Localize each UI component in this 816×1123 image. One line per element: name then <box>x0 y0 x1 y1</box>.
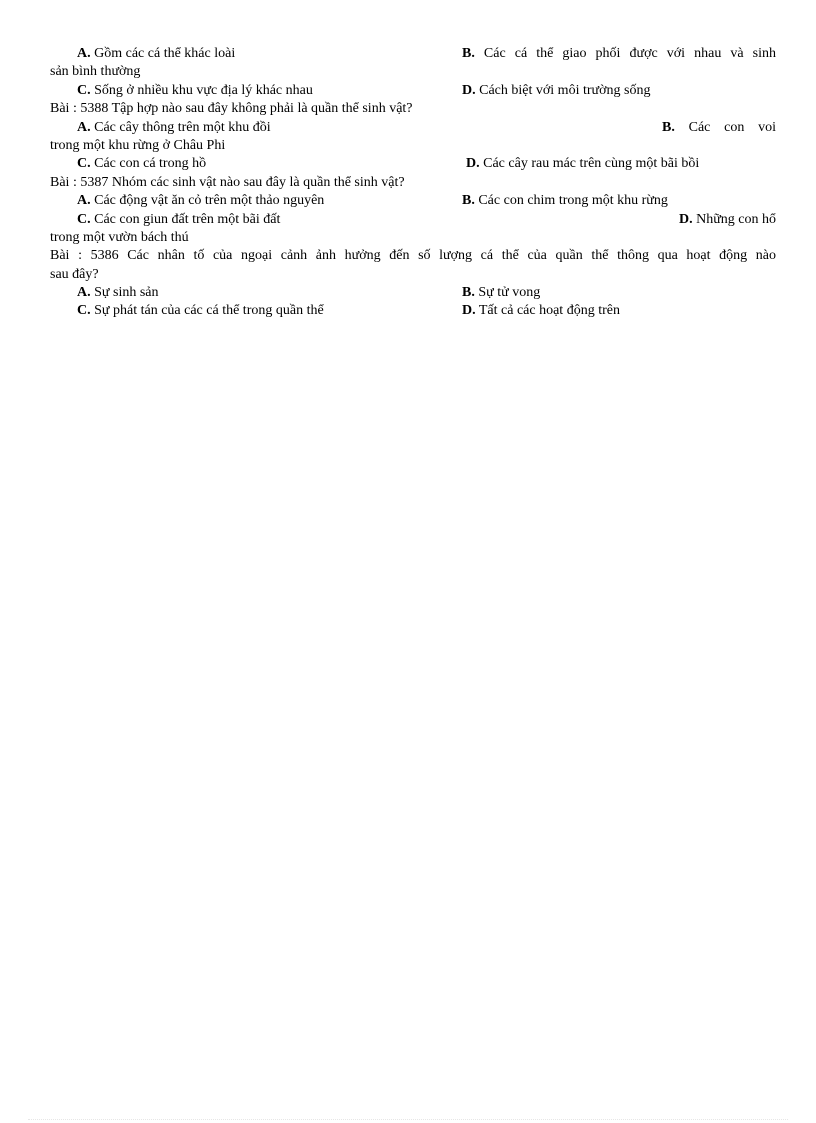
option-a: A. Các động vật ăn cỏ trên một thảo nguyên <box>77 193 325 209</box>
question-5386-continuation: sau đây? <box>50 266 99 282</box>
option-c: C. Sự phát tán của các cá thể trong quần thể <box>77 303 324 319</box>
option-d: D. Những con hổ <box>678 211 776 227</box>
option-d: D. Cách biệt với môi trường sống <box>462 82 651 98</box>
option-d-continuation: trong một vườn bách thú <box>50 229 189 245</box>
option-b: B. Các cá thể giao phối được với nhau và sinh <box>462 46 776 61</box>
option-c: C. Các con cá trong hồ <box>77 156 207 172</box>
answer-row-cd <box>50 211 776 229</box>
option-d: D. Các cây rau mác trên cùng một bãi bồi <box>466 156 700 172</box>
answer-row-cd <box>50 302 776 320</box>
option-a: A. Các cây thông trên một khu đồi <box>77 119 271 135</box>
option-b-continuation: trong một khu rừng ở Châu Phi <box>50 137 226 153</box>
question-5387: Bài : 5387 Nhóm các sinh vật nào sau đây là quần thể sinh vật? <box>50 174 405 190</box>
question-5388: Bài : 5388 Tập hợp nào sau đây không phải là quần thể sinh vật? <box>50 101 413 117</box>
option-d: D. Tất cả các hoạt động trên <box>462 303 620 319</box>
answer-row-ab <box>50 119 776 137</box>
option-a: A. Sự sinh sản <box>77 285 159 301</box>
option-b: B. Sự tử vong <box>462 285 541 301</box>
answer-row-cd <box>50 155 776 173</box>
option-b-continuation: sản bình thường <box>50 64 141 80</box>
answer-row-ab <box>50 284 776 302</box>
answer-row-ab <box>50 192 776 210</box>
question-5386: Bài : 5386 Các nhân tố của ngoại cảnh ảnh hưởng đến số lượng cá thể của quần thể thông qua hoạt động nào <box>50 248 776 264</box>
document-page <box>50 45 776 321</box>
answer-row-cd <box>50 82 776 100</box>
page-bottom-divider <box>28 1119 788 1120</box>
option-c: C. Sống ở nhiều khu vực địa lý khác nhau <box>77 82 313 98</box>
option-b: B. Các con voi <box>662 119 776 135</box>
answer-row-ab <box>50 45 776 63</box>
option-a: A. Gồm các cá thể khác loài <box>77 46 236 61</box>
option-c: C. Các con giun đất trên một bãi đất <box>77 211 281 227</box>
option-b: B. Các con chim trong một khu rừng <box>462 193 668 209</box>
